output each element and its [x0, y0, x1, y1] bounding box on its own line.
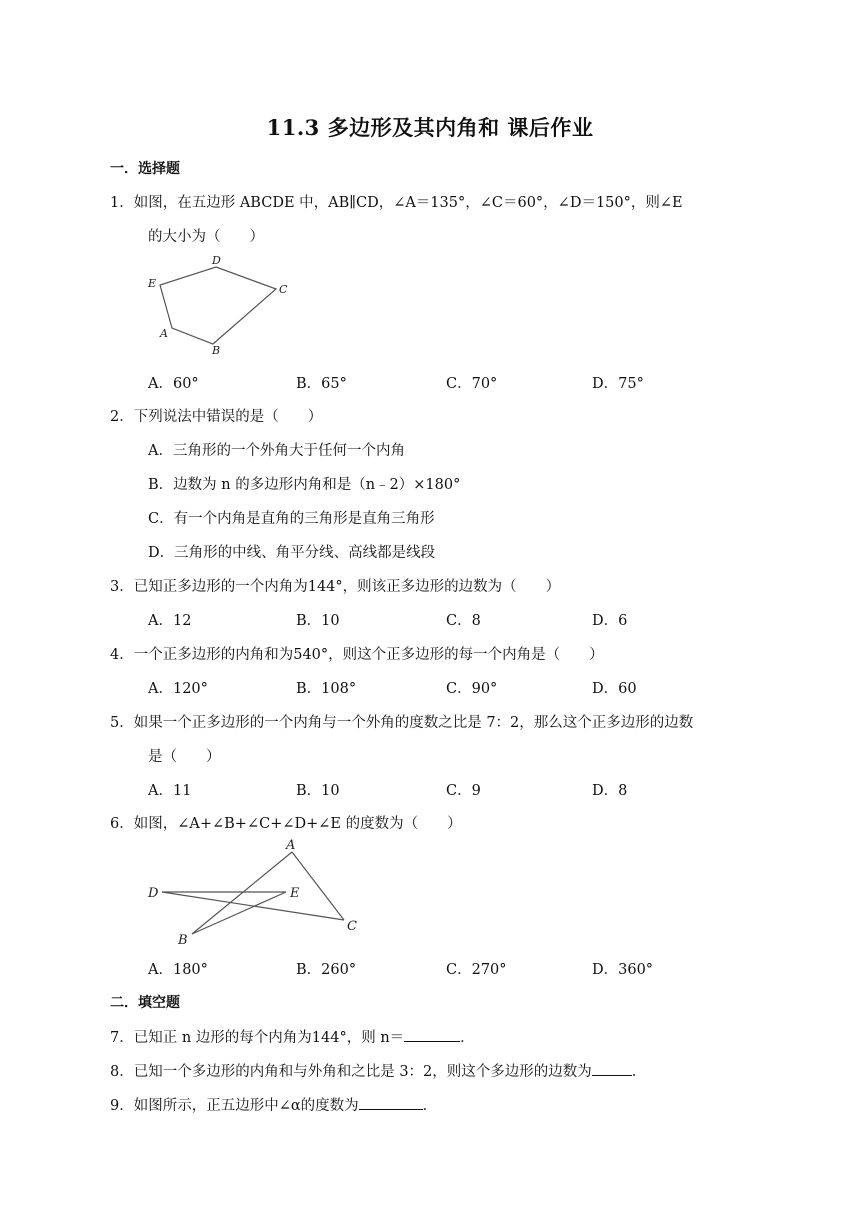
question-2-option-c[interactable]: C．有一个内角是直角的三角形是直角三角形	[148, 511, 435, 527]
question-8	[110, 1060, 646, 1081]
question-5-option-d[interactable]: D．8	[592, 783, 628, 799]
question-6-stem: 6．如图，∠A+∠B+∠C+∠D+∠E 的度数为（ ）	[110, 816, 462, 832]
question-2-option-a[interactable]: A．三角形的一个外角大于任何一个内角	[148, 443, 405, 459]
segment-a-b	[192, 852, 292, 934]
question-5-stem-line1: 5．如果一个正多边形的一个内角与一个外角的度数之比是 7：2，那么这个正多边形的边数	[110, 715, 694, 731]
question-6-option-c[interactable]: C．270°	[446, 962, 507, 978]
question-1-option-d[interactable]: D．75°	[592, 376, 644, 392]
question-2-stem: 2．下列说法中错误的是（ ）	[110, 409, 323, 425]
figure-label-b: B	[178, 933, 188, 948]
section-choice-heading: 一．选择题	[110, 161, 180, 177]
question-3-option-b[interactable]: B．10	[296, 613, 340, 629]
question-7-end: ．	[460, 1030, 475, 1046]
question-9-end: ．	[422, 1098, 438, 1114]
figure-label-c: C	[347, 919, 357, 934]
page-title: 11.3 多边形及其内角和 课后作业	[266, 115, 594, 140]
question-9-answer-blank[interactable]	[359, 1095, 423, 1110]
question-8-text: 8．已知一个多边形的内角和与外角和之比是 3：2，则这个多边形的边数为	[110, 1064, 592, 1080]
question-5-stem-line2: 是（ ）	[148, 749, 221, 765]
question-4-option-b[interactable]: B．108°	[296, 681, 357, 697]
question-2-option-b[interactable]: B．边数为 n 的多边形内角和是（n﹣2）×180°	[148, 477, 461, 493]
figure-label-d: D	[212, 254, 221, 267]
question-7	[110, 1026, 475, 1047]
question-8-end: ．	[631, 1064, 647, 1080]
question-4-stem: 4．一个正多边形的内角和为540°，则这个正多边形的每一个内角是（ ）	[110, 647, 604, 663]
question-1-stem-line2: 的大小为（ ）	[148, 229, 264, 245]
figure-label-a: A	[286, 838, 296, 853]
question-4-option-d[interactable]: D．60	[592, 681, 637, 697]
question-1-option-a[interactable]: A．60°	[148, 376, 199, 392]
segment-a-c	[292, 852, 344, 920]
question-6-option-b[interactable]: B．260°	[296, 962, 357, 978]
figure-label-b: B	[212, 344, 221, 357]
segment-d-c	[162, 892, 344, 920]
figure-label-a: A	[160, 327, 168, 340]
figure-label-c: C	[279, 283, 288, 296]
section-fill-heading: 二．填空题	[110, 995, 180, 1011]
question-6-option-a[interactable]: A．180°	[148, 962, 208, 978]
question-6-option-d[interactable]: D．360°	[592, 962, 654, 978]
pentagon-shape	[160, 267, 276, 344]
figure-label-e: E	[290, 886, 300, 901]
question-9-text: 9．如图所示，正五边形中∠α的度数为	[110, 1098, 359, 1114]
question-1-pentagon-figure	[140, 253, 300, 361]
question-7-text: 7．已知正 n 边形的每个内角为144°，则 n＝	[110, 1030, 405, 1046]
question-1-option-b[interactable]: B．65°	[296, 376, 347, 392]
question-2-option-d[interactable]: D．三角形的中线、角平分线、高线都是线段	[148, 545, 436, 561]
question-5-option-a[interactable]: A．11	[148, 783, 192, 799]
question-5-option-c[interactable]: C．9	[446, 783, 481, 799]
question-1-stem-line1: 1．如图，在五边形 ABCDE 中，AB∥CD，∠A＝135°，∠C＝60°，∠D＝150°，则∠E	[110, 195, 683, 211]
question-8-answer-blank[interactable]	[592, 1061, 632, 1076]
question-3-stem: 3．已知正多边形的一个内角为144°，则该正多边形的边数为（ ）	[110, 579, 561, 595]
question-3-option-a[interactable]: A．12	[148, 613, 192, 629]
question-1-option-c[interactable]: C．70°	[446, 376, 498, 392]
question-4-option-a[interactable]: A．120°	[148, 681, 208, 697]
question-6-star-figure	[140, 836, 370, 948]
question-9	[110, 1094, 437, 1115]
question-3-option-c[interactable]: C．8	[446, 613, 481, 629]
figure-label-d: D	[148, 886, 159, 901]
question-3-option-d[interactable]: D．6	[592, 613, 628, 629]
figure-label-e: E	[148, 277, 157, 290]
question-7-answer-blank[interactable]	[404, 1027, 460, 1042]
question-4-option-c[interactable]: C．90°	[446, 681, 498, 697]
question-5-option-b[interactable]: B．10	[296, 783, 340, 799]
